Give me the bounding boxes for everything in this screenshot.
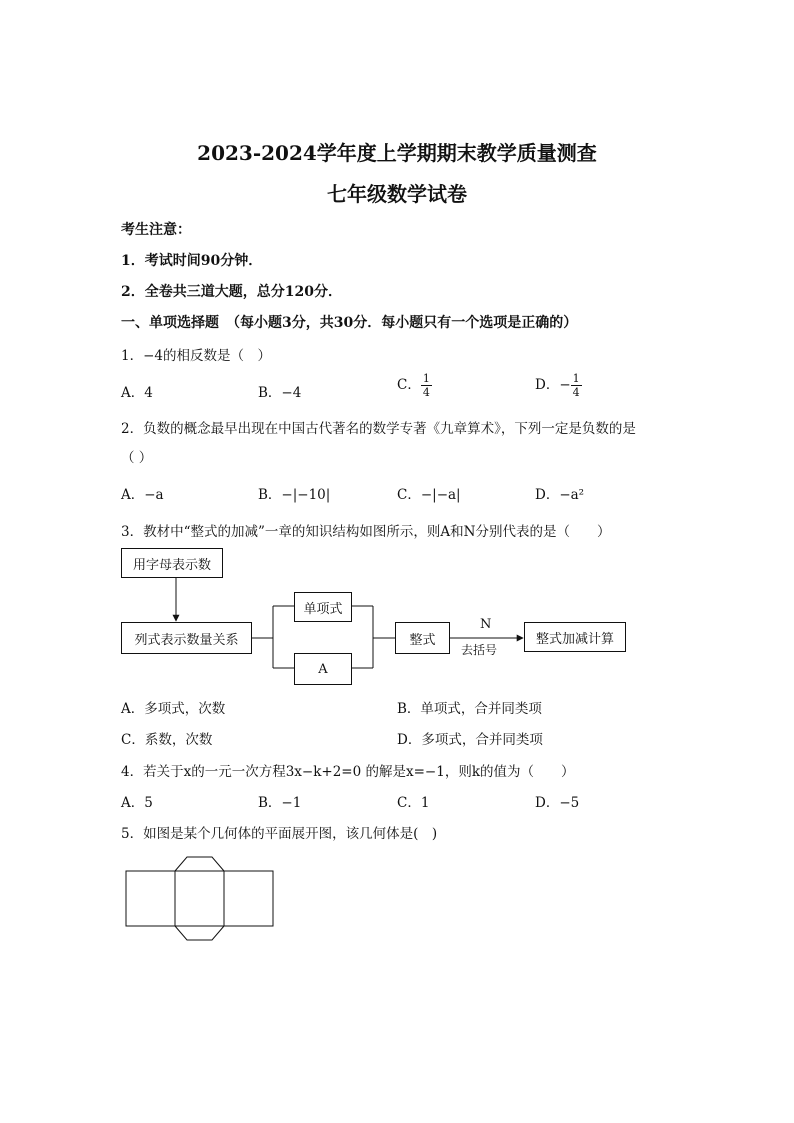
q3-option-a: A．多项式，次数 (121, 701, 226, 717)
question-2-stem: 2．负数的概念最早出现在中国古代著名的数学专著《九章算术》，下列一定是负数的是 (121, 421, 636, 437)
diagram-box-expression-relations: 列式表示数量关系 (121, 622, 252, 654)
q3-option-d: D．多项式，合并同类项 (397, 732, 543, 748)
q1-option-d-label: D．− (535, 377, 571, 393)
question-2-paren: （ ） (121, 450, 153, 466)
question-1-stem: 1．−4的相反数是（ ） (121, 348, 271, 364)
diagram-box-monomial: 单项式 (294, 592, 352, 622)
q3-option-b: B．单项式，合并同类项 (397, 701, 542, 717)
notice-item-1: 1．考试时间90分钟． (121, 253, 263, 269)
q5-prism-net-figure (120, 852, 290, 946)
q1-option-a: A．4 (121, 385, 153, 401)
question-4-stem: 4．若关于x的一元一次方程3x−k+2=0 的解是x=−1，则k的值为（ ） (121, 764, 575, 780)
q2-option-b: B．−|−10| (258, 487, 331, 503)
fraction-denominator: 4 (422, 386, 430, 399)
q4-option-c: C．1 (397, 795, 430, 811)
diagram-box-polynomial-expression: 整式 (395, 622, 450, 654)
diagram-arrow-label-remove-brackets: 去括号 (461, 643, 498, 657)
fraction-numerator: 1 (572, 372, 580, 385)
q2-option-d: D．−a² (535, 487, 585, 503)
page-subtitle: 七年级数学试卷 (327, 182, 467, 206)
q4-option-b: B．−1 (258, 795, 302, 811)
q4-option-d: D．−5 (535, 795, 580, 811)
page-title: 2023-2024学年度上学期期末教学质量测查 (197, 141, 597, 165)
fraction-denominator: 4 (572, 386, 580, 399)
notice-item-2: 2．全卷共三道大题，总分120分． (121, 284, 342, 300)
notice-heading: 考生注意： (121, 222, 191, 238)
question-3-stem: 3．教材中“整式的加减”一章的知识结构如图所示，则A和N分别代表的是（ ） (121, 524, 611, 540)
diagram-box-addition-subtraction: 整式加减计算 (524, 622, 626, 652)
question-5-stem: 5．如图是某个几何体的平面展开图，该几何体是( ) (121, 826, 438, 842)
q2-option-c: C．−|−a| (397, 487, 461, 503)
q1-option-c-label: C． (397, 377, 421, 393)
fraction-numerator: 1 (422, 372, 430, 385)
diagram-arrow-label-n: N (480, 617, 492, 632)
q3-option-c: C．系数，次数 (121, 732, 213, 748)
section-heading: 一、单项选择题 （每小题3分，共30分．每小题只有一个选项是正确的） (121, 315, 578, 331)
q4-option-a: A．5 (121, 795, 153, 811)
q1-option-b: B．−4 (258, 385, 302, 401)
diagram-box-a: A (294, 653, 352, 685)
q2-option-a: A．−a (121, 487, 164, 503)
diagram-box-letters-represent-numbers: 用字母表示数 (121, 548, 223, 578)
